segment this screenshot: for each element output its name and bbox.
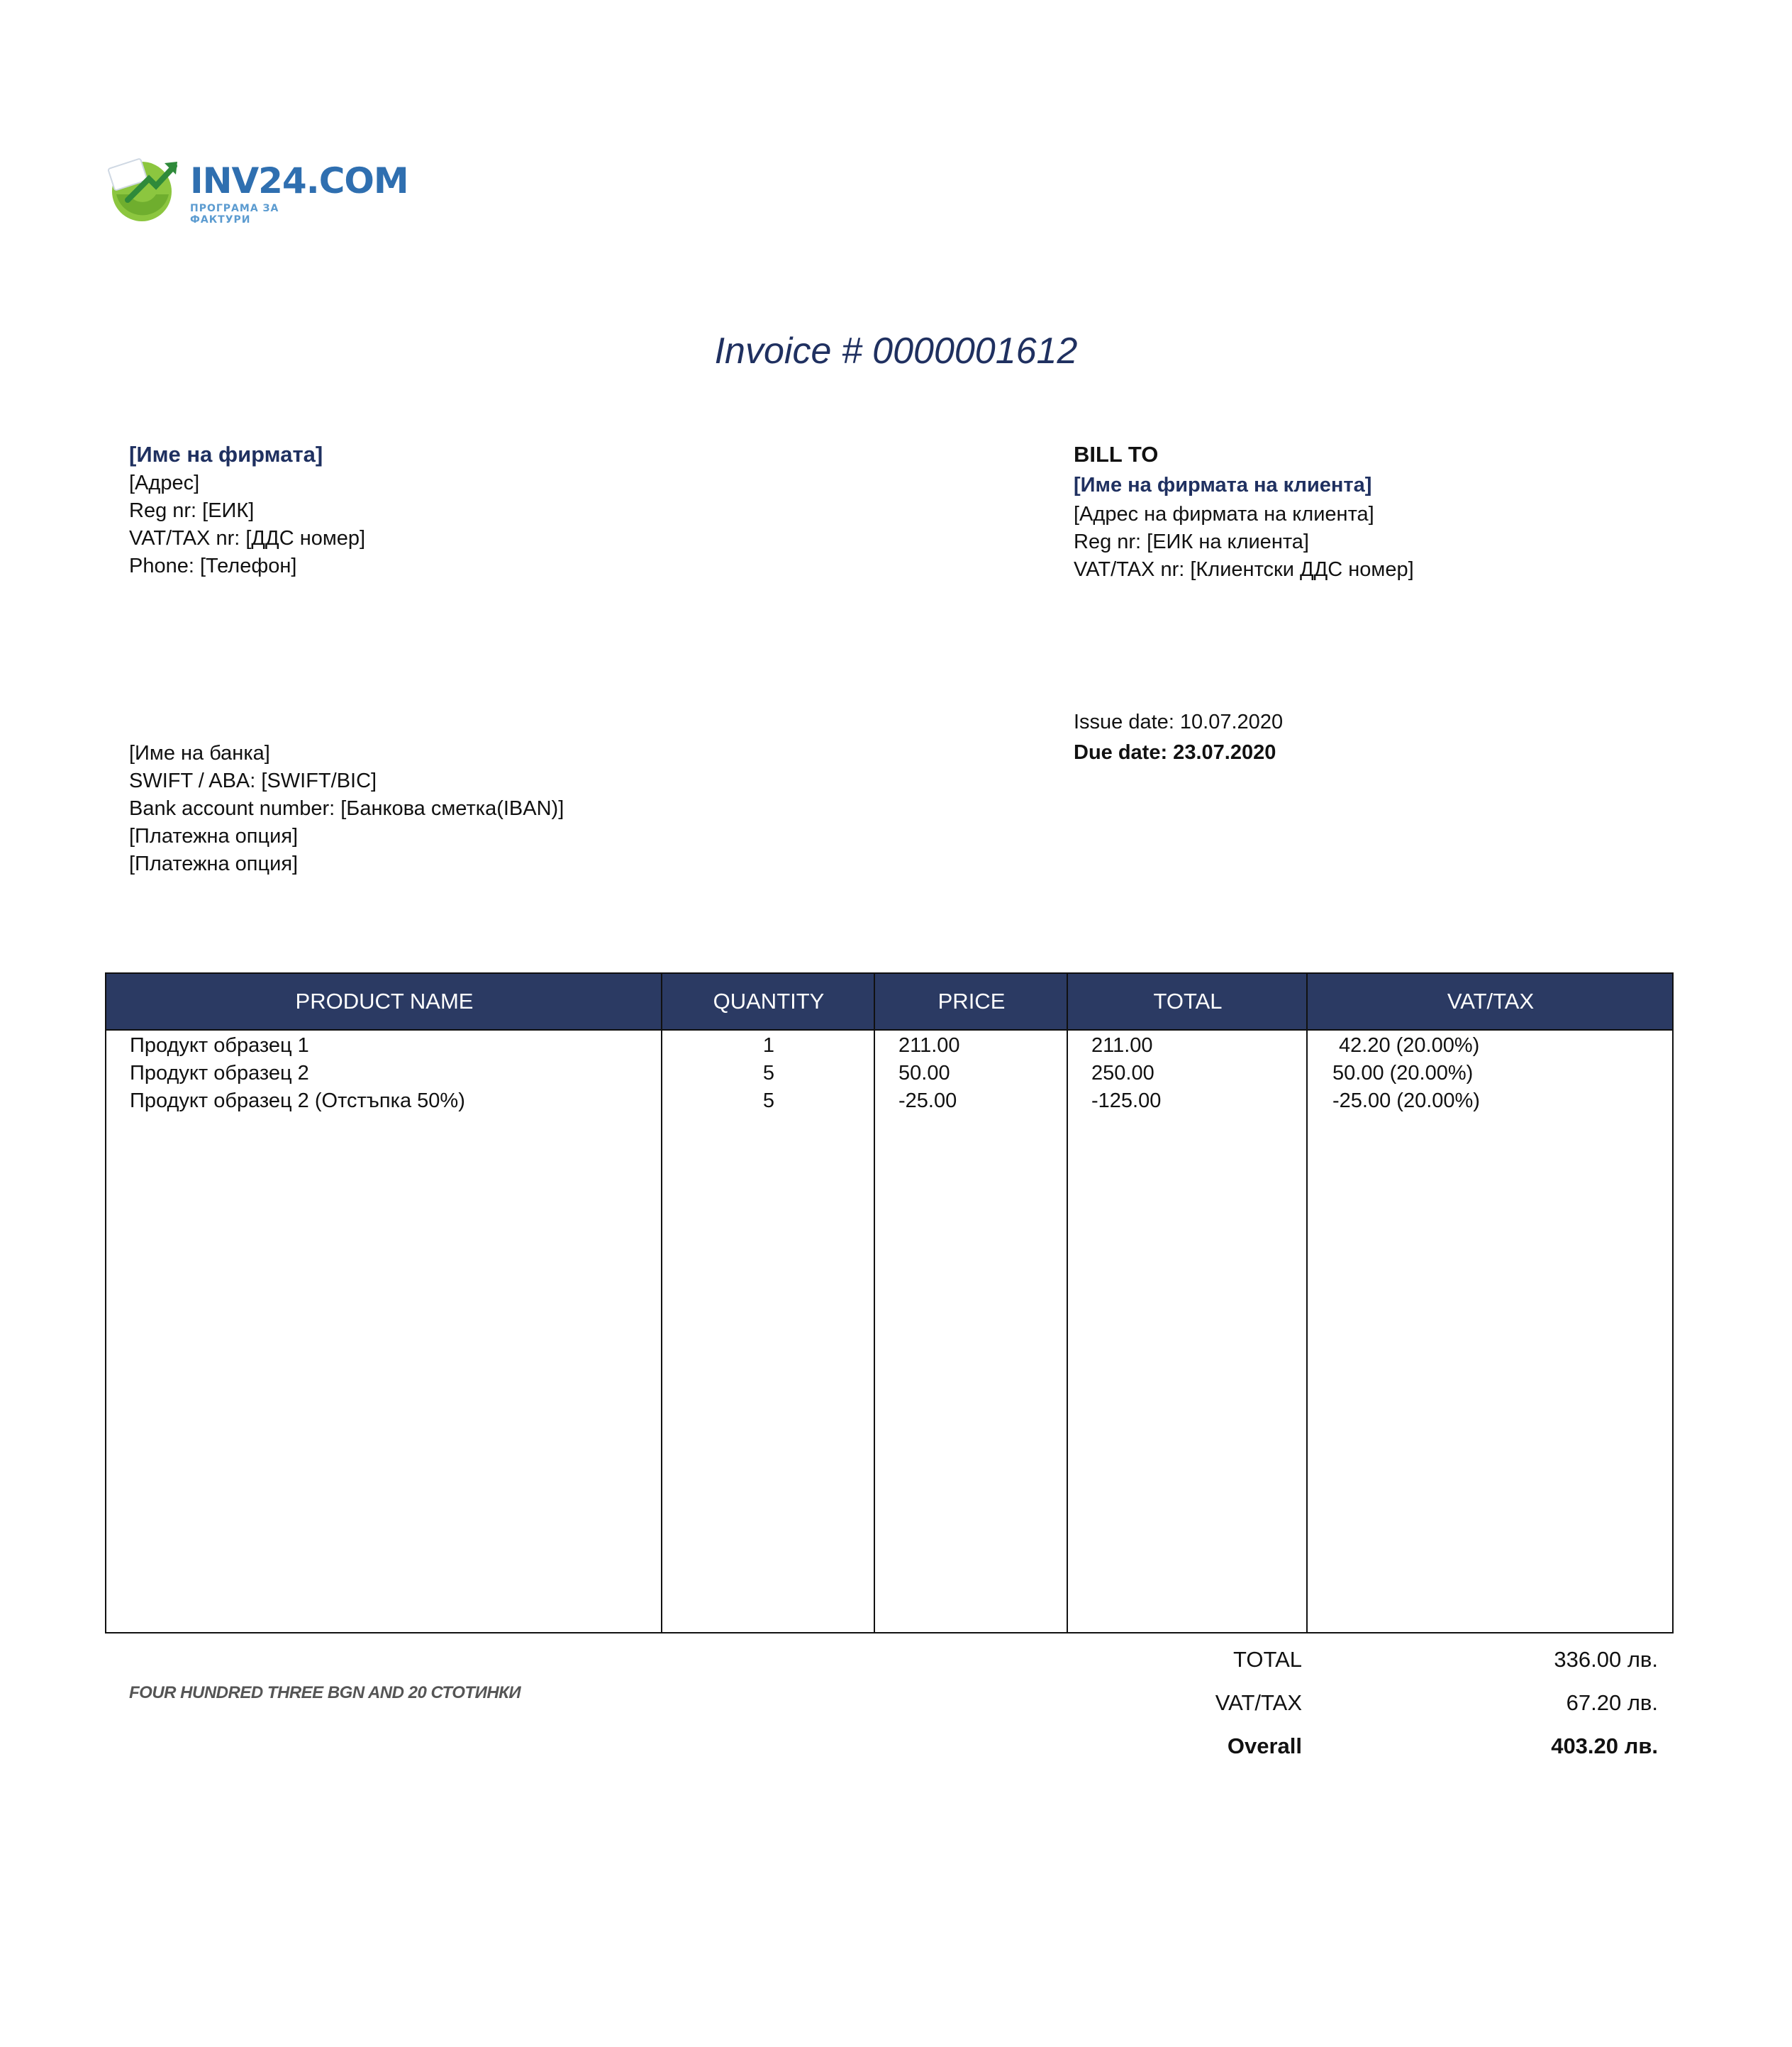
logo-icon bbox=[106, 150, 184, 228]
bank-account: Bank account number: [Банкова сметка(IBAN)] bbox=[129, 797, 564, 820]
row-vat: 50.00 (20.00%) bbox=[1332, 1062, 1474, 1084]
col-product-name: PRODUCT NAME bbox=[295, 989, 474, 1014]
client-reg: Reg nr: [ЕИК на клиента] bbox=[1074, 531, 1309, 553]
bank-name: [Име на банка] bbox=[129, 742, 270, 765]
client-company: [Име на фирмата на клиента] bbox=[1074, 474, 1372, 497]
row-quantity: 5 bbox=[762, 1089, 775, 1112]
row-price: 50.00 bbox=[898, 1062, 950, 1084]
seller-block bbox=[129, 440, 365, 580]
summary-total-label: TOTAL bbox=[1232, 1647, 1302, 1672]
row-quantity: 1 bbox=[762, 1034, 775, 1057]
summary-vat-value: 67.20 лв. bbox=[1566, 1690, 1658, 1715]
row-vat: -25.00 (20.00%) bbox=[1332, 1089, 1480, 1112]
row-total: -125.00 bbox=[1091, 1089, 1162, 1112]
row-quantity: 5 bbox=[762, 1062, 775, 1084]
issue-date: Issue date: 10.07.2020 bbox=[1074, 711, 1284, 733]
table-header bbox=[106, 974, 1672, 1031]
due-date: Due date: 23.07.2020 bbox=[1074, 741, 1276, 764]
row-price: -25.00 bbox=[898, 1089, 957, 1112]
items-table bbox=[105, 972, 1674, 1633]
row-product-name: Продукт образец 2 (Отстъпка 50%) bbox=[130, 1089, 465, 1112]
summary-vat-label: VAT/TAX bbox=[1215, 1690, 1302, 1715]
col-vat: VAT/TAX bbox=[1447, 989, 1535, 1014]
summary-overall-label: Overall bbox=[1227, 1733, 1302, 1758]
column-divider bbox=[1067, 974, 1068, 1632]
col-quantity: QUANTITY bbox=[713, 989, 825, 1014]
row-vat: 42.20 (20.00%) bbox=[1339, 1034, 1480, 1057]
bill-to-heading: BILL TO bbox=[1074, 442, 1159, 467]
column-divider bbox=[1306, 974, 1308, 1632]
seller-vat: VAT/TAX nr: [ДДС номер] bbox=[129, 527, 366, 550]
row-total: 211.00 bbox=[1091, 1034, 1153, 1057]
bill-to-block bbox=[1074, 440, 1414, 584]
row-product-name: Продукт образец 1 bbox=[130, 1034, 309, 1057]
summary-total-value: 336.00 лв. bbox=[1554, 1647, 1658, 1672]
invoice-title: Invoice # 0000001612 bbox=[714, 331, 1078, 372]
dates-block bbox=[1074, 705, 1283, 767]
amount-in-words: FOUR HUNDRED THREE BGN AND 20 СТОТИНКИ bbox=[129, 1683, 521, 1702]
row-total: 250.00 bbox=[1091, 1062, 1154, 1084]
row-product-name: Продукт образец 2 bbox=[130, 1062, 309, 1084]
seller-phone: Phone: [Телефон] bbox=[129, 555, 297, 577]
seller-company: [Име на фирмата] bbox=[129, 442, 323, 467]
seller-address: [Адрес] bbox=[129, 472, 200, 494]
bank-block bbox=[129, 740, 564, 878]
payment-option: [Платежна опция] bbox=[129, 853, 299, 875]
client-vat: VAT/TAX nr: [Клиентски ДДС номер] bbox=[1074, 558, 1414, 581]
bank-swift: SWIFT / ABA: [SWIFT/BIC] bbox=[129, 770, 377, 792]
seller-reg: Reg nr: [ЕИК] bbox=[129, 499, 255, 522]
summary-overall-value: 403.20 лв. bbox=[1551, 1733, 1658, 1758]
col-total: TOTAL bbox=[1153, 989, 1223, 1014]
company-logo bbox=[106, 150, 408, 228]
client-address: [Адрес на фирмата на клиента] bbox=[1074, 503, 1374, 526]
col-price: PRICE bbox=[937, 989, 1006, 1014]
logo-name: INV24.COM bbox=[190, 160, 408, 201]
logo-tagline: ПРОГРАМА ЗА ФАКТУРИ bbox=[190, 203, 279, 226]
row-price: 211.00 bbox=[898, 1034, 960, 1057]
payment-option: [Платежна опция] bbox=[129, 825, 299, 848]
